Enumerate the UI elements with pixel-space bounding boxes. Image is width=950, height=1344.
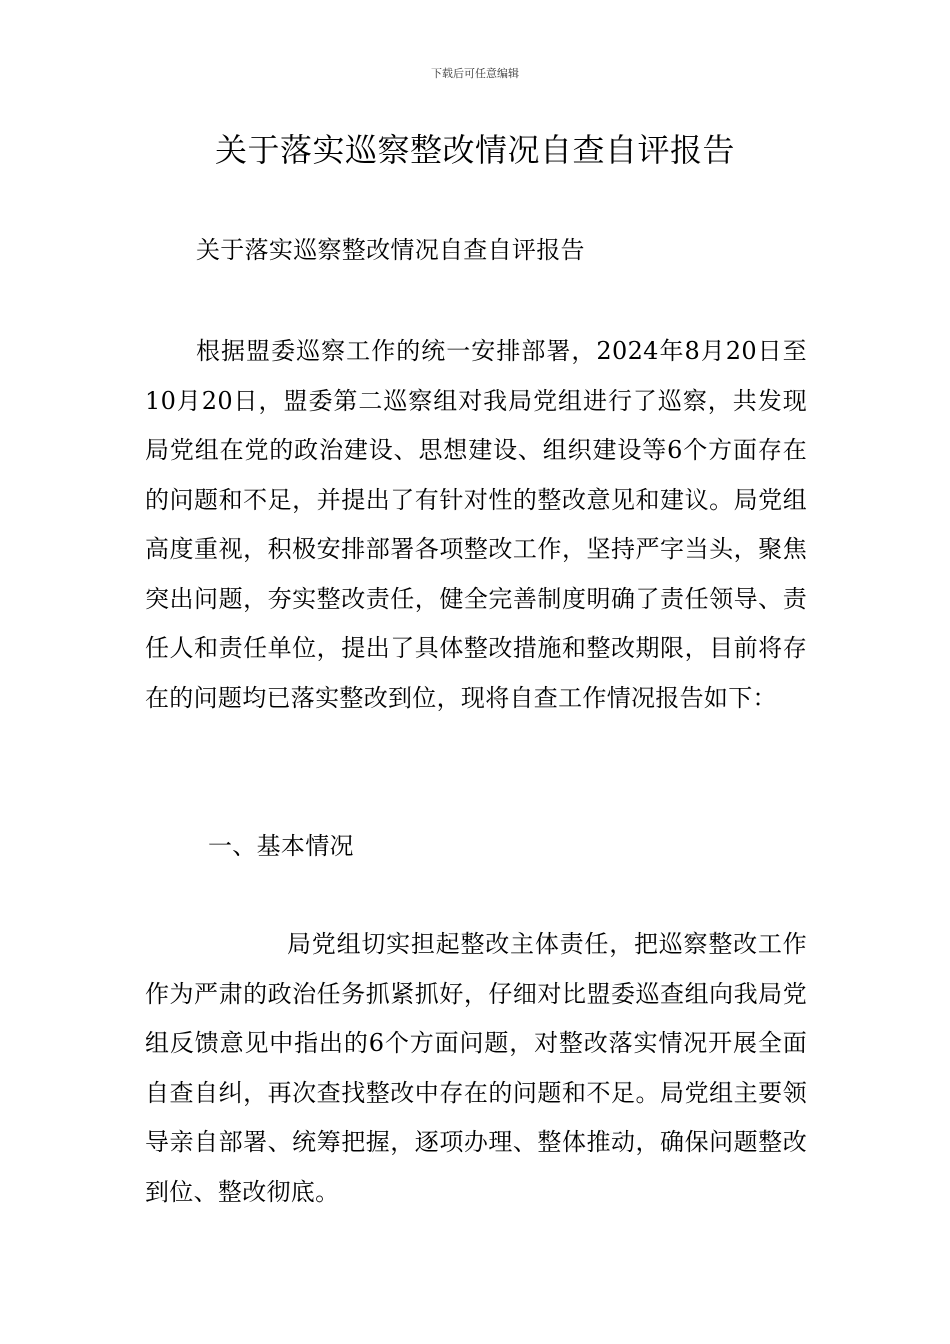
body-paragraph-basic-situation: 局党组切实担起整改主体责任，把巡察整改工作作为严肃的政治任务抓紧抓好，仔细对比盟委巡查组向我局党组反馈意见中指出的6个方面问题，对整改落实情况开展全面自查自纠，再次查找整改中存在的问题和不足。局党组主要领导亲自部署、统筹把握，逐项办理、整体推动，确保问题整改到位、整改彻底。	[145, 930, 807, 1206]
header-note: 下载后可任意编辑	[431, 67, 519, 80]
section-heading-basic-situation: 一、基本情况	[208, 832, 354, 860]
document-subtitle: 关于落实巡察整改情况自查自评报告	[196, 236, 585, 264]
body-paragraph-intro: 根据盟委巡察工作的统一安排部署，2024年8月20日至10月20日，盟委第二巡察组对我局党组进行了巡察，共发现局党组在党的政治建设、思想建设、组织建设等6个方面存在的问题和不足，并提出了有针对性的整改意见和建议。局党组高度重视，积极安排部署各项整改工作，坚持严字当头，聚焦突出问题，夯实整改责任，健全完善制度明确了责任领导、责任人和责任单位，提出了具体整改措施和整改期限，目前将存在的问题均已落实整改到位，现将自查工作情况报告如下：	[145, 337, 807, 712]
document-title: 关于落实巡察整改情况自查自评报告	[214, 131, 735, 169]
